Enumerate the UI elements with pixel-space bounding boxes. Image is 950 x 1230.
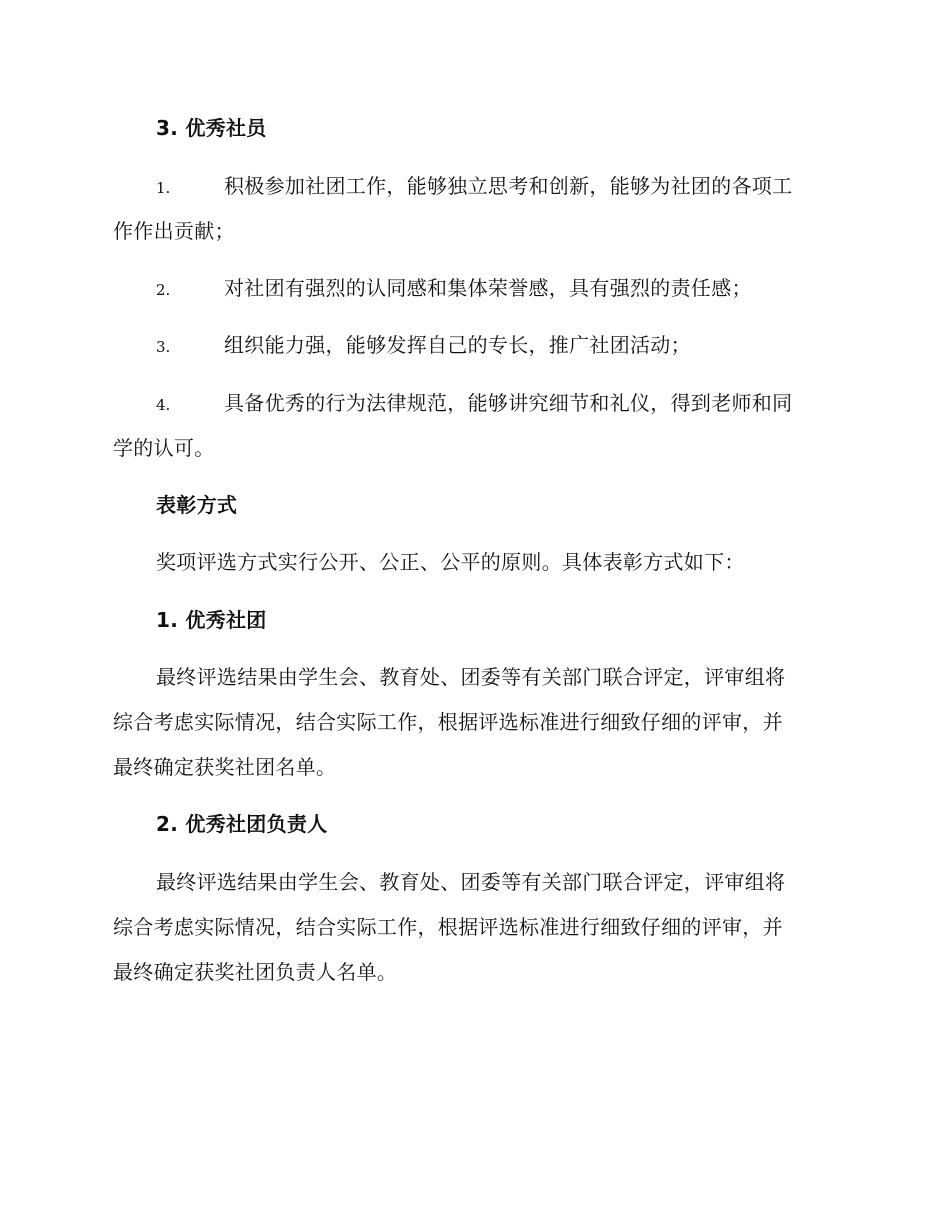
- paragraph-line: 最终评选结果由学生会、教育处、团委等有关部门联合评定，评审组将: [156, 665, 786, 689]
- list-number: 3.: [156, 338, 171, 356]
- subsection-heading-excellent-leader: 2. 优秀社团负责人: [156, 812, 328, 836]
- list-number: 1.: [156, 179, 171, 197]
- list-text: 具备优秀的行为法律规范，能够讲究细节和礼仪，得到老师和同: [224, 391, 793, 415]
- subsection-heading-excellent-club: 1. 优秀社团: [156, 608, 267, 632]
- paragraph-line: 最终确定获奖社团名单。: [113, 755, 337, 779]
- section-heading-award-method: 表彰方式: [156, 493, 238, 517]
- paragraph: 奖项评选方式实行公开、公正、公平的原则。具体表彰方式如下：: [156, 550, 745, 574]
- paragraph-line: 综合考虑实际情况，结合实际工作，根据评选标准进行细致仔细的评审，并: [113, 710, 783, 734]
- list-text: 对社团有强烈的认同感和集体荣誉感，具有强烈的责任感；: [224, 276, 752, 300]
- paragraph-line: 综合考虑实际情况，结合实际工作，根据评选标准进行细致仔细的评审，并: [113, 915, 783, 939]
- list-text-continuation: 学的认可。: [113, 436, 215, 460]
- list-number: 4.: [156, 396, 171, 414]
- list-text-continuation: 作作出贡献；: [113, 219, 235, 243]
- list-text: 积极参加社团工作，能够独立思考和创新，能够为社团的各项工: [224, 174, 793, 198]
- list-number: 2.: [156, 281, 171, 299]
- list-item: [156, 172, 838, 200]
- paragraph-line: 最终评选结果由学生会、教育处、团委等有关部门联合评定，评审组将: [156, 870, 786, 894]
- paragraph-line: 最终确定获奖社团负责人名单。: [113, 960, 398, 984]
- section-heading-excellent-members: 3. 优秀社员: [156, 116, 267, 140]
- list-item: [156, 389, 838, 417]
- list-item: [156, 274, 838, 302]
- list-item: [156, 331, 838, 359]
- list-text: 组织能力强，能够发挥自己的专长，推广社团活动；: [224, 333, 691, 357]
